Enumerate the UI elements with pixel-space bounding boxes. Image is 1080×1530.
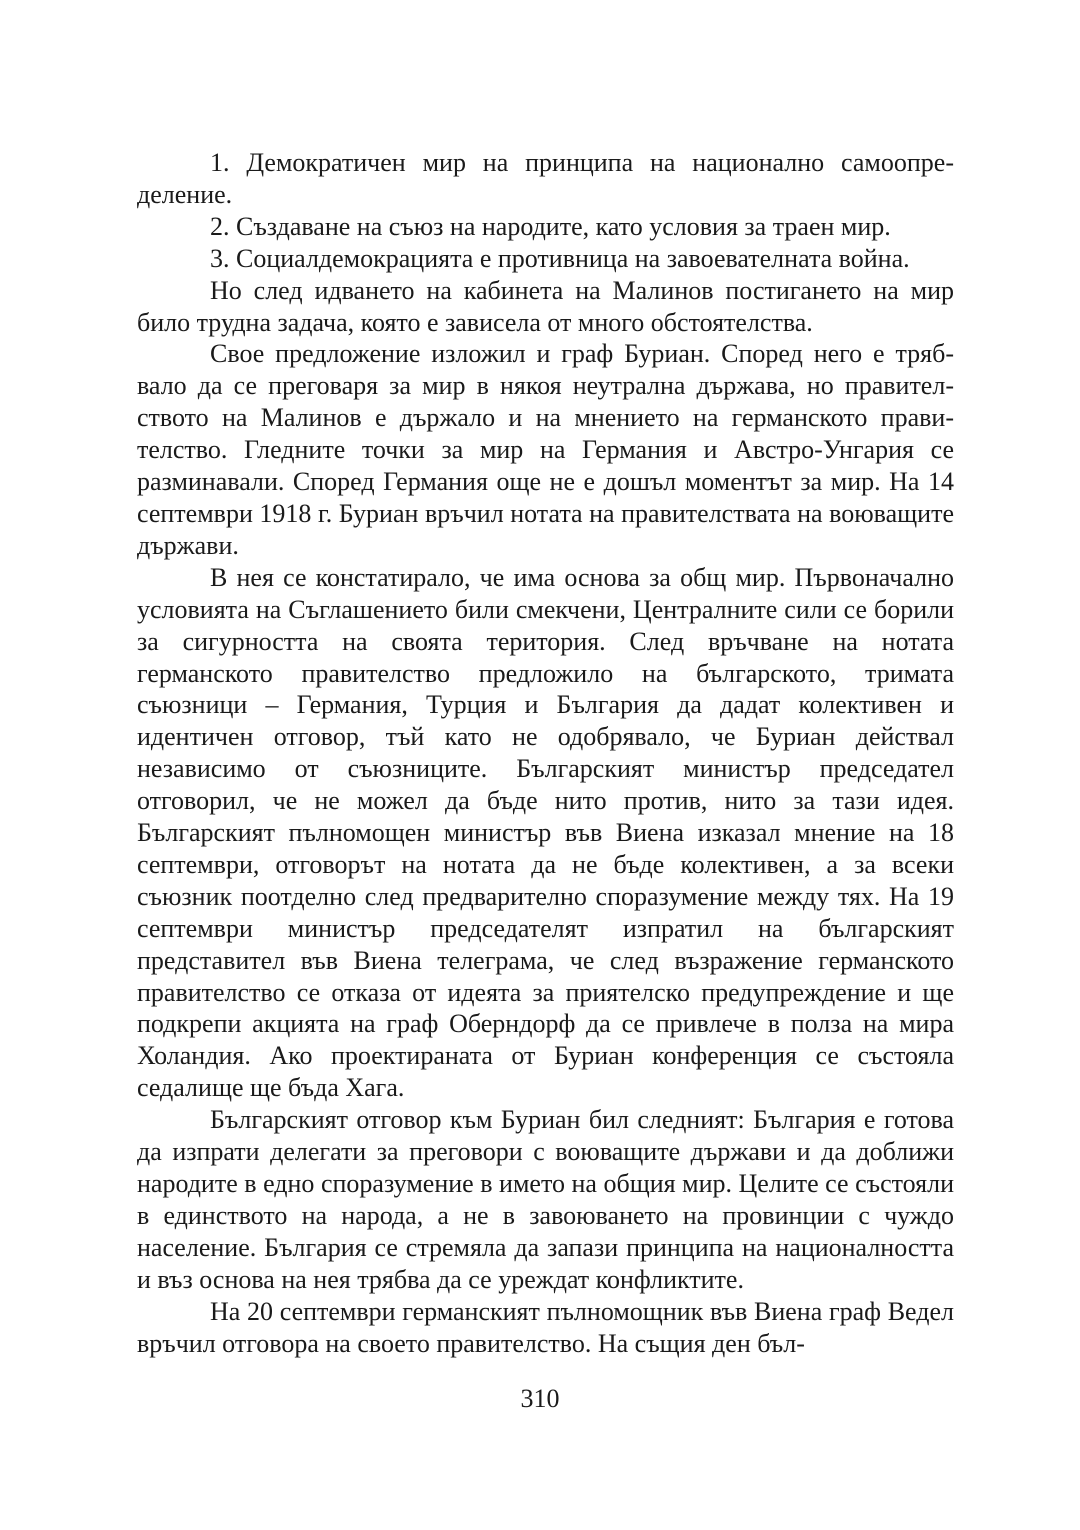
paragraph-8: На 20 септември германският пълномощник във Виена граф Ведел връчил отговора на своето правителство. На същия ден бъл- <box>137 1296 954 1358</box>
paragraph-7: Българският отговор към Буриан бил следният: България е готова да изпрати делегати за преговори с воюващите държави и да доближи народите в едно споразумение в името на общия мир. Целите се състояли в единството на народа, а не в завоюването на провинции с чуждо население. България се стремяла да запази принципа на националността и въз основа на нея трябва да се уреждат конфликтите. <box>137 1105 954 1294</box>
paragraph-2: 2. Създаване на съюз на народите, като условия за траен мир. <box>210 211 891 241</box>
paragraph-5: Свое предложение изложил и граф Буриан. Според него е трябвало да се преговаря за мир в някоя неутрална държава, но правителството на Малинов е държало и на мнението на германското правителство. Гледните точки за мир на Германия и Австро-Унгария се разминавали. Според Германия още не е дошъл моментът за мир. На 14 септември 1918 г. Буриан връчил нотата на правителствата на воюващите държави. <box>137 339 954 560</box>
page-number: 310 <box>520 1384 560 1413</box>
page-body <box>137 147 954 1359</box>
paragraph-4: Но след идването на кабинета на Малинов постигането на мир било трудна задача, която е зависела от много обстоятелства. <box>137 275 954 337</box>
paragraph-1: 1. Демократичен мир на принципа на национално самоопределение. <box>137 148 954 209</box>
paragraph-3: 3. Социалдемокрацията е противница на завоевателната война. <box>210 243 910 273</box>
paragraph-6: В нея се констатирало, че има основа за общ мир. Първоначално условията на Съглашението били смекчени, Централните сили се борили за сигурността на своята територия. След връчване на нотата германското правителство предложило на българското, тримата съюзници – Германия, Турция и България да дадат колективен и идентичен отговор, тъй като не одобрявало, че Буриан действал независимо от съюзниците. Българският министър председател отговорил, че не можел да бъде нито против, нито за тази идея. Българският пълномощен министър във Виена изказал мнение на 18 септември, отговорът на нотата да не бъде колективен, а за всеки съюзник поотделно след предварително споразумение между тях. На 19 септември министър председателят изпратил на българският представител във Виена телеграма, че след възражение германското правителство се отказа от идеята за приятелско предупреждение и ще подкрепи акцията на граф Оберндорф да се привлече в полза на мира Холандия. Ако проектираната от Буриан конференция се състояла седалище ще бъда Хага. <box>137 562 954 1103</box>
